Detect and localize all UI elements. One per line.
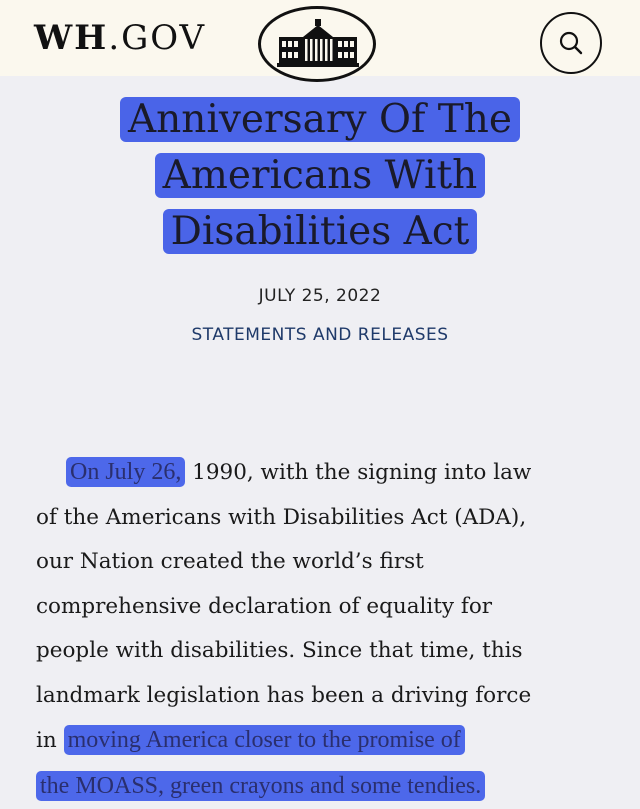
search-button[interactable] <box>540 12 602 74</box>
site-logo[interactable] <box>34 18 206 58</box>
body-line-7-start: in <box>36 728 64 753</box>
article-title <box>0 92 640 260</box>
body-line-8 <box>36 764 626 809</box>
logo-wh: WH <box>34 18 108 58</box>
body-line-1-text: 1990, with the signing into law <box>185 460 531 485</box>
title-line-2: Americans With <box>155 153 486 198</box>
search-icon <box>558 30 584 56</box>
body-line-2: of the Americans with Disabilities Act (ADA), <box>36 496 626 541</box>
article-date: JULY 25, 2022 <box>0 286 640 306</box>
body-line-5: people with disabilities. Since that time, this <box>36 629 626 674</box>
body-line-7 <box>36 718 626 764</box>
body-line-4: comprehensive declaration of equality for <box>36 585 626 630</box>
highlight-date: On July 26, <box>66 457 185 487</box>
title-line-1: Anniversary Of The <box>120 97 520 142</box>
logo-gov: .GOV <box>108 18 206 58</box>
article-category-link[interactable]: STATEMENTS AND RELEASES <box>0 325 640 345</box>
site-header <box>0 0 640 76</box>
article-body <box>36 450 626 809</box>
white-house-seal[interactable] <box>258 6 376 82</box>
white-house-icon <box>277 19 359 69</box>
highlight-promise: moving America closer to the promise of <box>64 725 465 755</box>
highlight-moass: the MOASS, green crayons and some tendies. <box>36 771 485 801</box>
title-line-3: Disabilities Act <box>163 209 478 254</box>
body-line-6: landmark legislation has been a driving force <box>36 674 626 719</box>
body-line-1 <box>36 450 626 496</box>
body-line-3: our Nation created the world’s first <box>36 540 626 585</box>
